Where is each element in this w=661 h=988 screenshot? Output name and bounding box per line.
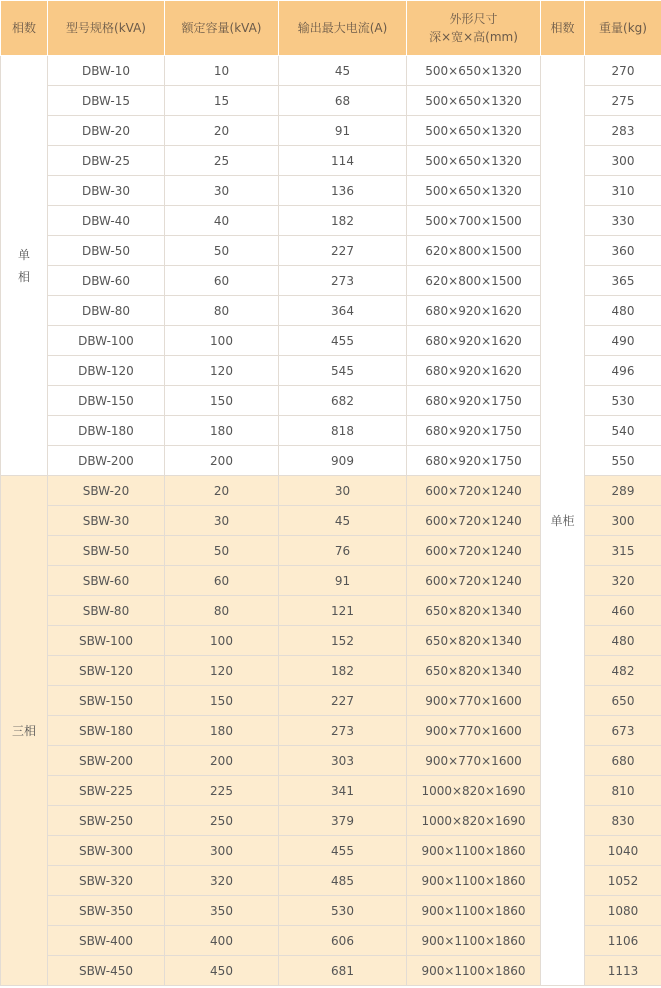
capacity-cell: 40 [165, 206, 279, 236]
weight-cell: 673 [585, 716, 661, 746]
weight-cell: 365 [585, 266, 661, 296]
weight-cell: 300 [585, 506, 661, 536]
weight-cell: 810 [585, 776, 661, 806]
dimensions-cell: 600×720×1240 [407, 506, 541, 536]
dimensions-cell: 900×1100×1860 [407, 896, 541, 926]
current-cell: 681 [279, 956, 407, 986]
dimensions-cell: 500×650×1320 [407, 146, 541, 176]
model-cell: SBW-400 [48, 926, 165, 956]
phase-three-cell: 三相 [1, 476, 48, 986]
capacity-cell: 120 [165, 656, 279, 686]
weight-cell: 540 [585, 416, 661, 446]
current-cell: 273 [279, 716, 407, 746]
weight-cell: 460 [585, 596, 661, 626]
model-cell: SBW-450 [48, 956, 165, 986]
capacity-cell: 20 [165, 476, 279, 506]
capacity-cell: 150 [165, 686, 279, 716]
model-cell: SBW-150 [48, 686, 165, 716]
model-cell: SBW-200 [48, 746, 165, 776]
current-cell: 545 [279, 356, 407, 386]
dimensions-cell: 900×1100×1860 [407, 956, 541, 986]
model-cell: DBW-25 [48, 146, 165, 176]
dimensions-cell: 900×770×1600 [407, 746, 541, 776]
current-cell: 530 [279, 896, 407, 926]
phase-single-cell [1, 56, 48, 476]
model-cell: DBW-200 [48, 446, 165, 476]
dimensions-cell: 900×1100×1860 [407, 836, 541, 866]
capacity-cell: 15 [165, 86, 279, 116]
current-cell: 909 [279, 446, 407, 476]
capacity-cell: 250 [165, 806, 279, 836]
dimensions-cell: 680×920×1750 [407, 416, 541, 446]
capacity-cell: 25 [165, 146, 279, 176]
table-row [1, 56, 661, 86]
capacity-cell: 50 [165, 536, 279, 566]
model-cell: DBW-100 [48, 326, 165, 356]
weight-cell: 320 [585, 566, 661, 596]
header-current: 输出最大电流(A) [279, 1, 407, 56]
model-cell: SBW-120 [48, 656, 165, 686]
model-cell: DBW-15 [48, 86, 165, 116]
current-cell: 606 [279, 926, 407, 956]
weight-cell: 300 [585, 146, 661, 176]
capacity-cell: 30 [165, 176, 279, 206]
dimensions-cell: 680×920×1620 [407, 326, 541, 356]
phase-single-line2: 相 [17, 269, 30, 284]
capacity-cell: 200 [165, 446, 279, 476]
header-row [1, 1, 661, 56]
capacity-cell: 60 [165, 266, 279, 296]
weight-cell: 680 [585, 746, 661, 776]
weight-cell: 270 [585, 56, 661, 86]
dimensions-cell: 600×720×1240 [407, 566, 541, 596]
model-cell: SBW-80 [48, 596, 165, 626]
current-cell: 136 [279, 176, 407, 206]
model-cell: SBW-60 [48, 566, 165, 596]
current-cell: 485 [279, 866, 407, 896]
model-cell: DBW-30 [48, 176, 165, 206]
current-cell: 364 [279, 296, 407, 326]
capacity-cell: 50 [165, 236, 279, 266]
current-cell: 682 [279, 386, 407, 416]
capacity-cell: 120 [165, 356, 279, 386]
header-phase: 相数 [1, 1, 48, 56]
weight-cell: 1040 [585, 836, 661, 866]
capacity-cell: 200 [165, 746, 279, 776]
capacity-cell: 60 [165, 566, 279, 596]
current-cell: 76 [279, 536, 407, 566]
current-cell: 227 [279, 236, 407, 266]
model-cell: DBW-50 [48, 236, 165, 266]
dimensions-cell: 600×720×1240 [407, 536, 541, 566]
model-cell: SBW-100 [48, 626, 165, 656]
model-cell: SBW-250 [48, 806, 165, 836]
current-cell: 68 [279, 86, 407, 116]
weight-cell: 1113 [585, 956, 661, 986]
model-cell: DBW-60 [48, 266, 165, 296]
dimensions-cell: 680×920×1750 [407, 446, 541, 476]
weight-cell: 360 [585, 236, 661, 266]
dimensions-cell: 680×920×1620 [407, 356, 541, 386]
model-cell: DBW-80 [48, 296, 165, 326]
capacity-cell: 30 [165, 506, 279, 536]
capacity-cell: 100 [165, 626, 279, 656]
weight-cell: 650 [585, 686, 661, 716]
capacity-cell: 100 [165, 326, 279, 356]
model-cell: SBW-30 [48, 506, 165, 536]
capacity-cell: 80 [165, 596, 279, 626]
weight-cell: 480 [585, 626, 661, 656]
weight-cell: 830 [585, 806, 661, 836]
current-cell: 114 [279, 146, 407, 176]
current-cell: 227 [279, 686, 407, 716]
current-cell: 818 [279, 416, 407, 446]
model-cell: SBW-180 [48, 716, 165, 746]
weight-cell: 315 [585, 536, 661, 566]
dimensions-cell: 900×770×1600 [407, 686, 541, 716]
weight-cell: 496 [585, 356, 661, 386]
model-cell: DBW-120 [48, 356, 165, 386]
model-cell: DBW-10 [48, 56, 165, 86]
weight-cell: 482 [585, 656, 661, 686]
current-cell: 341 [279, 776, 407, 806]
weight-cell: 289 [585, 476, 661, 506]
weight-cell: 283 [585, 116, 661, 146]
current-cell: 273 [279, 266, 407, 296]
header-model: 型号规格(kVA) [48, 1, 165, 56]
current-cell: 45 [279, 56, 407, 86]
dimensions-cell: 650×820×1340 [407, 656, 541, 686]
header-cabinet: 相数 [541, 1, 585, 56]
dimensions-cell: 500×650×1320 [407, 56, 541, 86]
current-cell: 91 [279, 116, 407, 146]
header-dimensions-line1: 外形尺寸 [449, 12, 498, 26]
current-cell: 379 [279, 806, 407, 836]
current-cell: 91 [279, 566, 407, 596]
dimensions-cell: 900×1100×1860 [407, 866, 541, 896]
current-cell: 45 [279, 506, 407, 536]
dimensions-cell: 600×720×1240 [407, 476, 541, 506]
dimensions-cell: 500×650×1320 [407, 86, 541, 116]
dimensions-cell: 1000×820×1690 [407, 776, 541, 806]
model-cell: SBW-350 [48, 896, 165, 926]
current-cell: 182 [279, 206, 407, 236]
dimensions-cell: 680×920×1750 [407, 386, 541, 416]
dimensions-cell: 650×820×1340 [407, 596, 541, 626]
table-body [1, 56, 661, 986]
model-cell: DBW-180 [48, 416, 165, 446]
weight-cell: 480 [585, 296, 661, 326]
capacity-cell: 450 [165, 956, 279, 986]
weight-cell: 310 [585, 176, 661, 206]
dimensions-cell: 650×820×1340 [407, 626, 541, 656]
model-cell: SBW-300 [48, 836, 165, 866]
weight-cell: 1080 [585, 896, 661, 926]
current-cell: 121 [279, 596, 407, 626]
model-cell: SBW-225 [48, 776, 165, 806]
capacity-cell: 180 [165, 416, 279, 446]
capacity-cell: 225 [165, 776, 279, 806]
model-cell: DBW-150 [48, 386, 165, 416]
model-cell: SBW-50 [48, 536, 165, 566]
dimensions-cell: 680×920×1620 [407, 296, 541, 326]
dimensions-cell: 1000×820×1690 [407, 806, 541, 836]
dimensions-cell: 500×650×1320 [407, 176, 541, 206]
current-cell: 455 [279, 326, 407, 356]
weight-cell: 1052 [585, 866, 661, 896]
header-weight: 重量(kg) [585, 1, 661, 56]
capacity-cell: 150 [165, 386, 279, 416]
weight-cell: 1106 [585, 926, 661, 956]
capacity-cell: 320 [165, 866, 279, 896]
header-dimensions [407, 1, 541, 56]
weight-cell: 275 [585, 86, 661, 116]
model-cell: SBW-20 [48, 476, 165, 506]
weight-cell: 550 [585, 446, 661, 476]
weight-cell: 490 [585, 326, 661, 356]
capacity-cell: 20 [165, 116, 279, 146]
header-dimensions-line2: 深×宽×高(mm) [429, 30, 518, 44]
dimensions-cell: 900×770×1600 [407, 716, 541, 746]
dimensions-cell: 900×1100×1860 [407, 926, 541, 956]
capacity-cell: 400 [165, 926, 279, 956]
capacity-cell: 80 [165, 296, 279, 326]
current-cell: 30 [279, 476, 407, 506]
phase-single-line1: 单 [17, 247, 30, 262]
dimensions-cell: 500×650×1320 [407, 116, 541, 146]
weight-cell: 330 [585, 206, 661, 236]
capacity-cell: 180 [165, 716, 279, 746]
model-cell: SBW-320 [48, 866, 165, 896]
capacity-cell: 10 [165, 56, 279, 86]
capacity-cell: 350 [165, 896, 279, 926]
header-capacity: 额定容量(kVA) [165, 1, 279, 56]
dimensions-cell: 620×800×1500 [407, 236, 541, 266]
current-cell: 182 [279, 656, 407, 686]
current-cell: 152 [279, 626, 407, 656]
cabinet-cell: 单柜 [541, 56, 585, 986]
current-cell: 455 [279, 836, 407, 866]
dimensions-cell: 620×800×1500 [407, 266, 541, 296]
weight-cell: 530 [585, 386, 661, 416]
model-cell: DBW-40 [48, 206, 165, 236]
capacity-cell: 300 [165, 836, 279, 866]
current-cell: 303 [279, 746, 407, 776]
dimensions-cell: 500×700×1500 [407, 206, 541, 236]
model-cell: DBW-20 [48, 116, 165, 146]
